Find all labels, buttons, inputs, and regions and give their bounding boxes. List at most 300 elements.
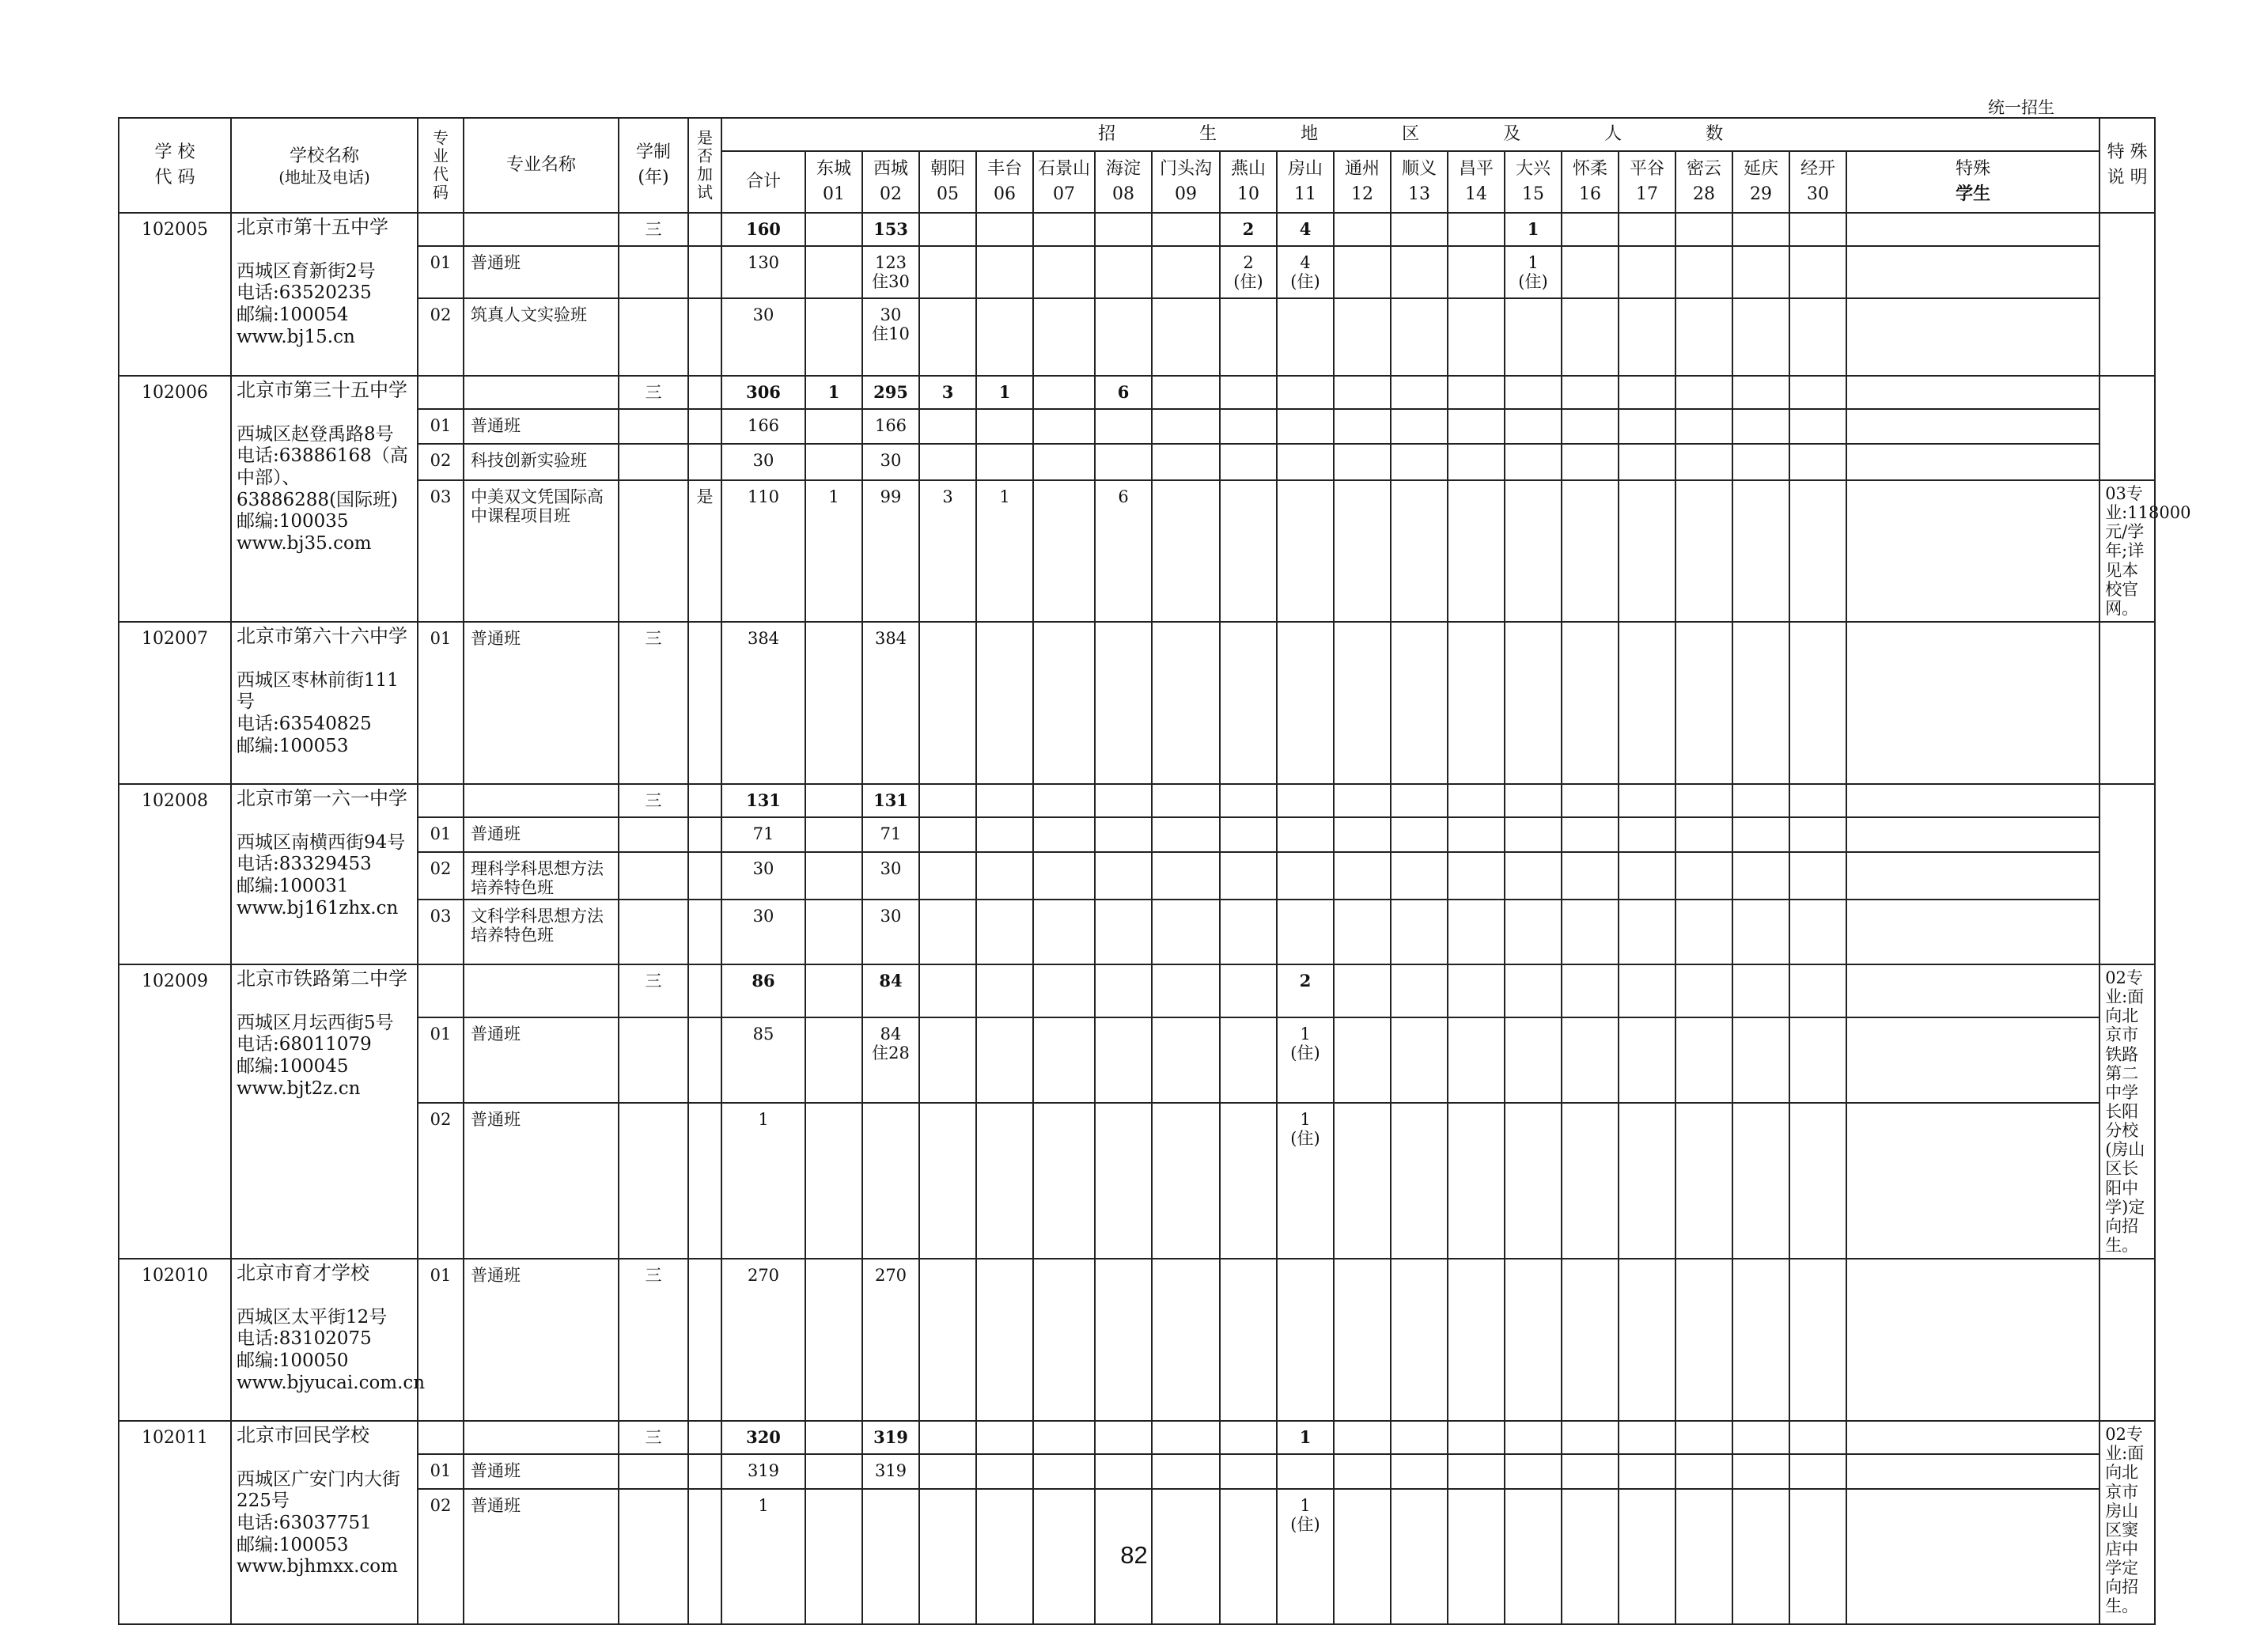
region-count-06: [976, 298, 1033, 376]
region-count-13: [1391, 409, 1448, 444]
header-region-05: 朝阳 05: [919, 151, 976, 213]
region-count-29: [1732, 784, 1789, 817]
table-row: [119, 622, 2155, 784]
region-count-07: [1033, 964, 1095, 1017]
page-number: 82: [1120, 1541, 1148, 1569]
school-address-line: 西城区枣林前街111号: [237, 669, 399, 713]
region-count-学生: [1846, 409, 2100, 444]
major-code: 01: [418, 817, 464, 852]
school-name: 北京市第三十五中学: [237, 379, 407, 401]
region-count-09: [1152, 964, 1220, 1017]
region-count-14: [1448, 298, 1505, 376]
region-count-28: [1675, 852, 1732, 900]
region-count-15: [1505, 409, 1562, 444]
region-count-28: [1675, 622, 1732, 784]
region-count-08: [1095, 964, 1152, 1017]
region-count-29: [1732, 900, 1789, 964]
header-region-15: 大兴 15: [1505, 151, 1562, 213]
school-code: 102011: [119, 1421, 231, 1624]
region-count-05: [919, 444, 976, 480]
major-code: 01: [418, 1017, 464, 1103]
duration: [619, 852, 688, 900]
region-count-12: [1334, 622, 1391, 784]
region-count-30: [1789, 409, 1846, 444]
duration: [619, 246, 688, 298]
major-code: 01: [418, 1259, 464, 1421]
region-count-11: 1 (住): [1277, 1489, 1334, 1624]
region-count-13: [1391, 1017, 1448, 1103]
region-count-14: [1448, 1454, 1505, 1489]
region-count-16: [1562, 852, 1619, 900]
region-count-17: [1619, 480, 1675, 622]
region-count-10: 2 (住): [1220, 246, 1277, 298]
region-count-30: [1789, 1421, 1846, 1454]
region-count-12: [1334, 1017, 1391, 1103]
region-count-学生: [1846, 784, 2100, 817]
region-count-02: 131: [862, 784, 919, 817]
region-count-16: [1562, 964, 1619, 1017]
region-count-12: [1334, 1421, 1391, 1454]
spacer: [237, 991, 412, 1013]
region-count-01: [805, 1454, 862, 1489]
school-address-line: www.bjt2z.cn: [237, 1078, 361, 1099]
region-count-28: [1675, 1017, 1732, 1103]
region-count-08: [1095, 1259, 1152, 1421]
total-count: 30: [721, 900, 805, 964]
region-title-char: 区: [1402, 124, 1420, 145]
region-count-15: [1505, 444, 1562, 480]
region-count-07: [1033, 817, 1095, 852]
header-region-12: 通州 12: [1334, 151, 1391, 213]
header-region-30: 经开 30: [1789, 151, 1846, 213]
region-count-08: 6: [1095, 480, 1152, 622]
region-count-14: [1448, 246, 1505, 298]
region-count-15: [1505, 852, 1562, 900]
special-note: [2100, 784, 2155, 964]
region-count-30: [1789, 900, 1846, 964]
extra-test: [688, 1103, 721, 1259]
region-count-09: [1152, 376, 1220, 409]
school-info: [231, 784, 418, 964]
region-title-char: 人: [1604, 124, 1622, 145]
table-row: [119, 784, 2155, 817]
region-count-16: [1562, 1454, 1619, 1489]
header-region-07: 石景山 07: [1033, 151, 1095, 213]
region-count-08: [1095, 409, 1152, 444]
region-count-11: [1277, 1454, 1334, 1489]
header-total: 合计: [721, 151, 805, 213]
region-count-09: [1152, 817, 1220, 852]
region-count-17: [1619, 784, 1675, 817]
region-count-15: [1505, 1259, 1562, 1421]
special-note: [2100, 1259, 2155, 1421]
region-count-16: [1562, 298, 1619, 376]
extra-test: [688, 1454, 721, 1489]
school-address-line: 邮编:100053: [237, 735, 349, 756]
table-row: [119, 480, 2155, 622]
header-region-08: 海淀 08: [1095, 151, 1152, 213]
region-count-01: [805, 409, 862, 444]
major-name: 文科学科思想方法培养特色班: [464, 900, 619, 964]
school-address-line: 西城区广安门内大街225号: [237, 1468, 400, 1512]
region-count-17: [1619, 409, 1675, 444]
region-count-08: [1095, 213, 1152, 246]
region-count-11: 4: [1277, 213, 1334, 246]
region-count-06: [976, 1421, 1033, 1454]
region-count-15: [1505, 817, 1562, 852]
header-school-code: 学 校 代 码: [119, 118, 231, 213]
extra-test: [688, 409, 721, 444]
major-name: 普通班: [464, 409, 619, 444]
header-region-29: 延庆 29: [1732, 151, 1789, 213]
region-count-02: 71: [862, 817, 919, 852]
duration: 三: [619, 964, 688, 1017]
major-name: [464, 1421, 619, 1454]
total-count: 110: [721, 480, 805, 622]
school-code: 102007: [119, 622, 231, 784]
region-count-14: [1448, 409, 1505, 444]
table-row: [119, 900, 2155, 964]
school-name: 北京市铁路第二中学: [237, 967, 407, 990]
region-count-07: [1033, 409, 1095, 444]
region-count-11: [1277, 376, 1334, 409]
region-count-08: 6: [1095, 376, 1152, 409]
major-code: [418, 1421, 464, 1454]
region-count-30: [1789, 1259, 1846, 1421]
region-count-16: [1562, 1421, 1619, 1454]
region-count-16: [1562, 1259, 1619, 1421]
region-count-12: [1334, 376, 1391, 409]
school-address-line: 电话:68011079: [237, 1034, 372, 1055]
region-count-29: [1732, 817, 1789, 852]
region-count-01: [805, 298, 862, 376]
header-region-09: 门头沟 09: [1152, 151, 1220, 213]
school-name: 北京市第十五中学: [237, 216, 388, 238]
region-count-05: [919, 213, 976, 246]
region-count-09: [1152, 1259, 1220, 1421]
region-count-11: [1277, 622, 1334, 784]
region-count-17: [1619, 817, 1675, 852]
school-name: 北京市回民学校: [237, 1424, 369, 1447]
region-count-12: [1334, 409, 1391, 444]
major-name: 普通班: [464, 1489, 619, 1624]
major-code: 02: [418, 1103, 464, 1259]
school-code: 102010: [119, 1259, 231, 1421]
extra-test: [688, 964, 721, 1017]
region-count-15: [1505, 298, 1562, 376]
region-count-09: [1152, 444, 1220, 480]
region-title-char: 数: [1706, 124, 1724, 145]
region-count-06: [976, 444, 1033, 480]
region-count-10: [1220, 1103, 1277, 1259]
region-count-09: [1152, 622, 1220, 784]
region-count-10: [1220, 409, 1277, 444]
region-count-10: [1220, 852, 1277, 900]
region-count-学生: [1846, 1259, 2100, 1421]
region-count-09: [1152, 1454, 1220, 1489]
region-count-09: [1152, 246, 1220, 298]
region-count-05: [919, 1259, 976, 1421]
region-count-15: [1505, 1017, 1562, 1103]
region-count-29: [1732, 298, 1789, 376]
region-count-07: [1033, 1103, 1095, 1259]
region-count-30: [1789, 817, 1846, 852]
region-count-29: [1732, 376, 1789, 409]
region-count-07: [1033, 852, 1095, 900]
region-count-14: [1448, 1259, 1505, 1421]
region-count-06: 1: [976, 480, 1033, 622]
total-count: 30: [721, 444, 805, 480]
region-count-28: [1675, 1103, 1732, 1259]
region-count-06: [976, 1017, 1033, 1103]
region-count-01: 1: [805, 480, 862, 622]
region-count-06: [976, 1103, 1033, 1259]
special-note: 02专业:面向北京市房山区窦店中学定向招生。: [2100, 1421, 2155, 1624]
region-count-11: [1277, 1259, 1334, 1421]
school-address-line: www.bjyucai.com.cn: [237, 1372, 426, 1393]
region-count-28: [1675, 409, 1732, 444]
region-count-13: [1391, 246, 1448, 298]
region-count-28: [1675, 964, 1732, 1017]
school-address-line: 电话:83329453: [237, 854, 372, 875]
school-address-line: 邮编:100045: [237, 1055, 349, 1077]
region-count-02: [862, 1103, 919, 1259]
school-info: [231, 213, 418, 376]
region-count-01: [805, 1421, 862, 1454]
region-count-08: [1095, 246, 1152, 298]
region-count-05: [919, 1421, 976, 1454]
region-count-11: [1277, 444, 1334, 480]
major-name: 普通班: [464, 1259, 619, 1421]
major-code: 03: [418, 480, 464, 622]
region-count-05: [919, 246, 976, 298]
region-count-02: 30: [862, 852, 919, 900]
region-count-08: [1095, 622, 1152, 784]
region-count-学生: [1846, 1421, 2100, 1454]
duration: [619, 298, 688, 376]
region-count-02: 99: [862, 480, 919, 622]
region-count-29: [1732, 1017, 1789, 1103]
region-count-17: [1619, 1454, 1675, 1489]
duration: [619, 900, 688, 964]
duration: 三: [619, 1259, 688, 1421]
school-address-line: 电话:63520235: [237, 282, 372, 304]
region-count-28: [1675, 444, 1732, 480]
region-count-17: [1619, 1103, 1675, 1259]
region-count-05: 3: [919, 376, 976, 409]
table-row: [119, 1017, 2155, 1103]
spacer: [237, 1447, 412, 1469]
region-count-07: [1033, 1454, 1095, 1489]
extra-test: [688, 784, 721, 817]
region-count-12: [1334, 1454, 1391, 1489]
school-address-line: 西城区育新街2号: [237, 260, 376, 282]
region-count-13: [1391, 852, 1448, 900]
total-count: 130: [721, 246, 805, 298]
header-region-10: 燕山 10: [1220, 151, 1277, 213]
table-row: [119, 1103, 2155, 1259]
region-count-08: [1095, 817, 1152, 852]
school-code: 102008: [119, 784, 231, 964]
region-count-29: [1732, 444, 1789, 480]
region-count-05: [919, 817, 976, 852]
admission-table: [118, 117, 2191, 1625]
region-count-13: [1391, 964, 1448, 1017]
region-title-char: 及: [1503, 124, 1521, 145]
region-count-12: [1334, 480, 1391, 622]
region-count-01: 1: [805, 376, 862, 409]
region-count-16: [1562, 900, 1619, 964]
region-count-14: [1448, 900, 1505, 964]
school-code: 102009: [119, 964, 231, 1259]
total-count: 166: [721, 409, 805, 444]
school-address-line: 西城区赵登禹路8号: [237, 423, 394, 445]
region-count-01: [805, 852, 862, 900]
region-count-09: [1152, 1103, 1220, 1259]
major-code: 02: [418, 444, 464, 480]
region-count-14: [1448, 964, 1505, 1017]
region-count-29: [1732, 213, 1789, 246]
region-count-06: [976, 817, 1033, 852]
region-count-13: [1391, 480, 1448, 622]
extra-test: [688, 1259, 721, 1421]
duration: 三: [619, 622, 688, 784]
region-count-16: [1562, 480, 1619, 622]
region-count-学生: [1846, 1017, 2100, 1103]
school-info: [231, 1421, 418, 1624]
extra-test: [688, 298, 721, 376]
region-count-17: [1619, 246, 1675, 298]
major-code: [418, 784, 464, 817]
region-count-01: [805, 900, 862, 964]
region-count-12: [1334, 964, 1391, 1017]
extra-test: [688, 1421, 721, 1454]
region-count-30: [1789, 213, 1846, 246]
region-count-学生: [1846, 817, 2100, 852]
extra-test: [688, 213, 721, 246]
region-count-30: [1789, 964, 1846, 1017]
region-count-06: [976, 900, 1033, 964]
total-count: 320: [721, 1421, 805, 1454]
region-count-07: [1033, 1017, 1095, 1103]
region-count-07: [1033, 376, 1095, 409]
table-row: [119, 1421, 2155, 1454]
duration: 三: [619, 213, 688, 246]
total-count: 86: [721, 964, 805, 1017]
region-count-08: [1095, 298, 1152, 376]
region-count-01: [805, 1103, 862, 1259]
region-count-29: [1732, 852, 1789, 900]
region-count-01: [805, 1017, 862, 1103]
region-count-13: [1391, 784, 1448, 817]
region-count-06: [976, 784, 1033, 817]
region-count-07: [1033, 480, 1095, 622]
header-special-notes: 特 殊 说 明: [2100, 118, 2155, 213]
special-note: 02专业:面向北京市铁路第二中学长阳分校(房山区长阳中学)定向招生。: [2100, 964, 2155, 1259]
region-count-30: [1789, 784, 1846, 817]
region-count-05: [919, 1103, 976, 1259]
spacer: [237, 648, 412, 670]
region-count-06: [976, 1259, 1033, 1421]
region-count-10: [1220, 376, 1277, 409]
region-count-15: [1505, 480, 1562, 622]
region-count-10: [1220, 784, 1277, 817]
region-count-30: [1789, 246, 1846, 298]
region-count-02: 319: [862, 1454, 919, 1489]
region-count-12: [1334, 817, 1391, 852]
total-count: 131: [721, 784, 805, 817]
region-count-08: [1095, 1454, 1152, 1489]
table-row: [119, 409, 2155, 444]
region-count-学生: [1846, 480, 2100, 622]
major-name: 筑真人文实验班: [464, 298, 619, 376]
region-count-13: [1391, 817, 1448, 852]
major-code: 01: [418, 246, 464, 298]
table-row: [119, 1259, 2155, 1421]
region-count-15: [1505, 900, 1562, 964]
region-count-30: [1789, 1454, 1846, 1489]
region-count-14: [1448, 480, 1505, 622]
page-header-label: 统一招生: [1988, 98, 2054, 117]
region-count-01: [805, 784, 862, 817]
school-code: 102006: [119, 376, 231, 622]
region-count-11: [1277, 409, 1334, 444]
region-count-28: [1675, 817, 1732, 852]
table-row: [119, 817, 2155, 852]
total-count: 85: [721, 1017, 805, 1103]
region-count-09: [1152, 480, 1220, 622]
region-count-28: [1675, 246, 1732, 298]
major-code: 01: [418, 409, 464, 444]
region-count-学生: [1846, 213, 2100, 246]
header-region-02: 西城 02: [862, 151, 919, 213]
total-count: 306: [721, 376, 805, 409]
header-major-name: 专业名称: [464, 118, 619, 213]
region-count-07: [1033, 784, 1095, 817]
region-count-16: [1562, 213, 1619, 246]
school-address-line: 电话:83102075: [237, 1328, 372, 1350]
total-count: 1: [721, 1489, 805, 1624]
region-count-01: [805, 246, 862, 298]
region-count-14: [1448, 852, 1505, 900]
extra-test: [688, 622, 721, 784]
region-count-学生: [1846, 852, 2100, 900]
school-address-line: 电话:63037751: [237, 1513, 372, 1534]
school-address-line: 西城区太平街12号: [237, 1306, 388, 1328]
region-count-05: 3: [919, 480, 976, 622]
school-address-line: 西城区月坛西街5号: [237, 1012, 394, 1033]
region-count-13: [1391, 444, 1448, 480]
major-name: [464, 784, 619, 817]
spacer: [237, 1285, 412, 1307]
region-count-17: [1619, 1017, 1675, 1103]
major-code: 02: [418, 298, 464, 376]
major-name: 普通班: [464, 1454, 619, 1489]
school-info: [231, 1259, 426, 1421]
region-count-17: [1619, 964, 1675, 1017]
school-name: 北京市第六十六中学: [237, 624, 407, 647]
header-region-28: 密云 28: [1675, 151, 1732, 213]
table-row: [119, 852, 2155, 900]
region-count-15: [1505, 1454, 1562, 1489]
region-count-学生: [1846, 246, 2100, 298]
table-row: [119, 213, 2155, 246]
region-count-07: [1033, 298, 1095, 376]
extra-test: [688, 1017, 721, 1103]
region-count-13: [1391, 213, 1448, 246]
region-count-09: [1152, 784, 1220, 817]
region-count-30: [1789, 376, 1846, 409]
